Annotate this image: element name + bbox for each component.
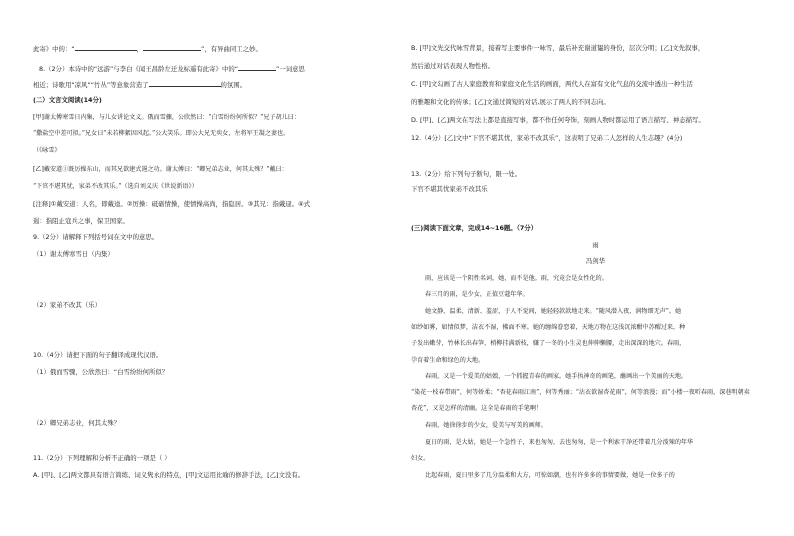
left-text-line: （1）俄而雪骤，公欣然曰：“白雪纷纷何所似？ xyxy=(33,368,169,376)
right-text-line: B. [甲]文先交代咏雪背景，接着写主要事件一咏雪，最后补充谢道韫的身份，层次分明；[乙]文先叙事， xyxy=(411,44,705,52)
right-text-line: 子发出嫩芽，竹林长出春笋，梢柳挂满新枝，嫌了一冬的小生灵也伸伸懒腰，走出深深的地穴。春雨， xyxy=(411,340,686,347)
right-text-line: 妇女。 xyxy=(411,455,430,462)
left-text-line: 11.（2分）下列理解和分析不正确的一项是（ ） xyxy=(33,454,171,462)
right-text-line: 杏花”，又是怎样的清幽。这全是春雨的手笔啊！ xyxy=(411,405,543,412)
right-text-line: 春三月的雨，是少女，正值豆蔻年华。 xyxy=(425,291,529,298)
right-text-line: 12.（4分）[乙]文中“下官不堪其忧，家弟不改其乐”，这表明了兄弟二人怎样的人生志趣？(4分) xyxy=(411,134,683,142)
left-text-line: （《咏雪》 xyxy=(33,147,61,154)
right-text-line: 雨 xyxy=(592,241,599,249)
right-text-line: D. [甲]、[乙]两文在写法上都是直接写事，都不作任何夸饰，刻画人物时都运用了语言描写、神态描写。 xyxy=(411,116,705,124)
right-text-line: 春雨，又是一个爱美的姑娘，一个抓握青春的画家。她手执神奇的画笔，蘸画出一个美丽的天地。 xyxy=(425,373,688,380)
left-text-line: A. [甲]、[乙]两文都具有语言简练、词义隽永的特点，[甲]文运用比喻的修辞手法，[乙]文没有。 xyxy=(33,471,305,479)
left-text-line: 10.（4分）请把下面的句子翻译成现代汉语。 xyxy=(33,351,163,359)
right-text-line: 她文静、温柔、清新、羞涩，于人不觉间，她轻轻款款地走来。“随风潜入夜，润物细无声”。她 xyxy=(425,308,682,315)
right-text-line: 夏日的雨，是大姑，她是一个急性子，来也匆匆，去也匆匆，是一个利索干净还带着几分泼辣的年华 xyxy=(425,439,694,446)
left-text-line: “撒盐空中差可拟。”兄女曰“未若柳絮因风起。”公大笑乐。即公大兄无奕女，左将军王凝之妻也。 xyxy=(33,130,290,137)
left-text-line: [甲]谢太傅寒雪日内集，与儿女讲论文义。俄而雪骤，公欣然曰：“白雪纷纷何所似？”兄子胡儿曰： xyxy=(33,114,300,121)
left-text-line: 8.（2分）本诗中的“远游”与李白《闻王昌龄左迁龙标遥有此寄》中的“ ”一词意思 xyxy=(39,65,305,73)
fill-in-blank[interactable] xyxy=(238,64,276,71)
left-text-line: 9.（2分）请解释下列括号词在文中的意思。 xyxy=(33,233,159,241)
left-text-line: 此寄》中的：“ ， ”，有异曲同工之妙。 xyxy=(33,45,262,53)
left-text-line: [乙]戴安道①既厉操东山，而其兄欲建式遏之功。谢太傅曰：“卿兄弟志业，何其太殊？”戴曰： xyxy=(33,166,288,173)
left-text-line: （2）家弟不改其（乐） xyxy=(33,301,101,309)
right-text-line: 春雨，她徐徐步的少女，爱美与写美的画师。 xyxy=(425,422,547,429)
fill-in-blank[interactable] xyxy=(75,44,137,51)
right-text-line: C. [甲]文勾画了古人家庭教育和家庭文化生活的画面，两代人在富有文化气息的交流中透出一种生活 xyxy=(411,80,693,88)
right-text-line: 如纱如雾，如情似梦，洁衣不湿，拂面不寒。她的缠绵眷恋着，天地万物在这浅沉浓酣中苏醒过来，种 xyxy=(411,324,686,331)
right-text-line: (三)阅读下面文章，完成14~16题。（7分） xyxy=(411,224,538,232)
right-text-line: 然后通过对话表现人物性格。 xyxy=(411,62,495,70)
right-text-line: 孕育着生命和绿色的大地。 xyxy=(411,357,485,364)
right-text-line: 的雅趣和文化的传承；[乙]文通过简短的对话,展示了两人的不同志向。 xyxy=(411,98,610,106)
right-text-line: 下官不堪其忧家弟不改其乐 xyxy=(411,185,488,193)
left-text-line: 相近；诗歌用“凉风”“竹丛”等意象营造了 的氛围。 xyxy=(33,81,247,89)
left-text-line: （2）卿兄弟志业，何其太殊？ xyxy=(33,419,121,427)
left-text-line: “下官不堪其忧，家弟不改其乐。”（选自刘义庆《世说新语》） xyxy=(33,183,198,190)
right-text-line: 比起春雨，夏日里多了几分温柔和大方，可惊如潮，也有许多多的事情要做，她是一位多子的 xyxy=(425,472,675,479)
right-text-line: 雨，应该是一个阴性名词，她，而不是他。雨，究竟会是女性化的。 xyxy=(425,275,608,282)
left-text-line: (二）文言文阅读(14分) xyxy=(33,96,102,104)
left-text-line: （1）谢太傅寒雪日（内集） xyxy=(33,250,114,258)
fill-in-blank[interactable] xyxy=(143,44,201,51)
fill-in-blank[interactable] xyxy=(149,80,221,87)
left-text-line: 遏：指阻止寇兵之事，保卫国家。 xyxy=(33,217,129,225)
right-text-line: “染花一枝春带雨”，何等娇柔；“杏花春雨江南”，何等秀丽；“沾衣欲湿杏花雨”，何等浪漫；而“小楼一夜听春雨，深巷明朝卖 xyxy=(411,389,750,396)
right-text-line: 13.（2分）给下列句子断句，限一处。 xyxy=(411,170,522,178)
left-text-line: [注释]①戴安道：人名，即戴逵。②厉操：砥砺情操，使情操高尚，指隐居。③其兄：指戴逯。④式 xyxy=(33,200,311,208)
right-text-line: 冯剑华 xyxy=(585,257,606,265)
